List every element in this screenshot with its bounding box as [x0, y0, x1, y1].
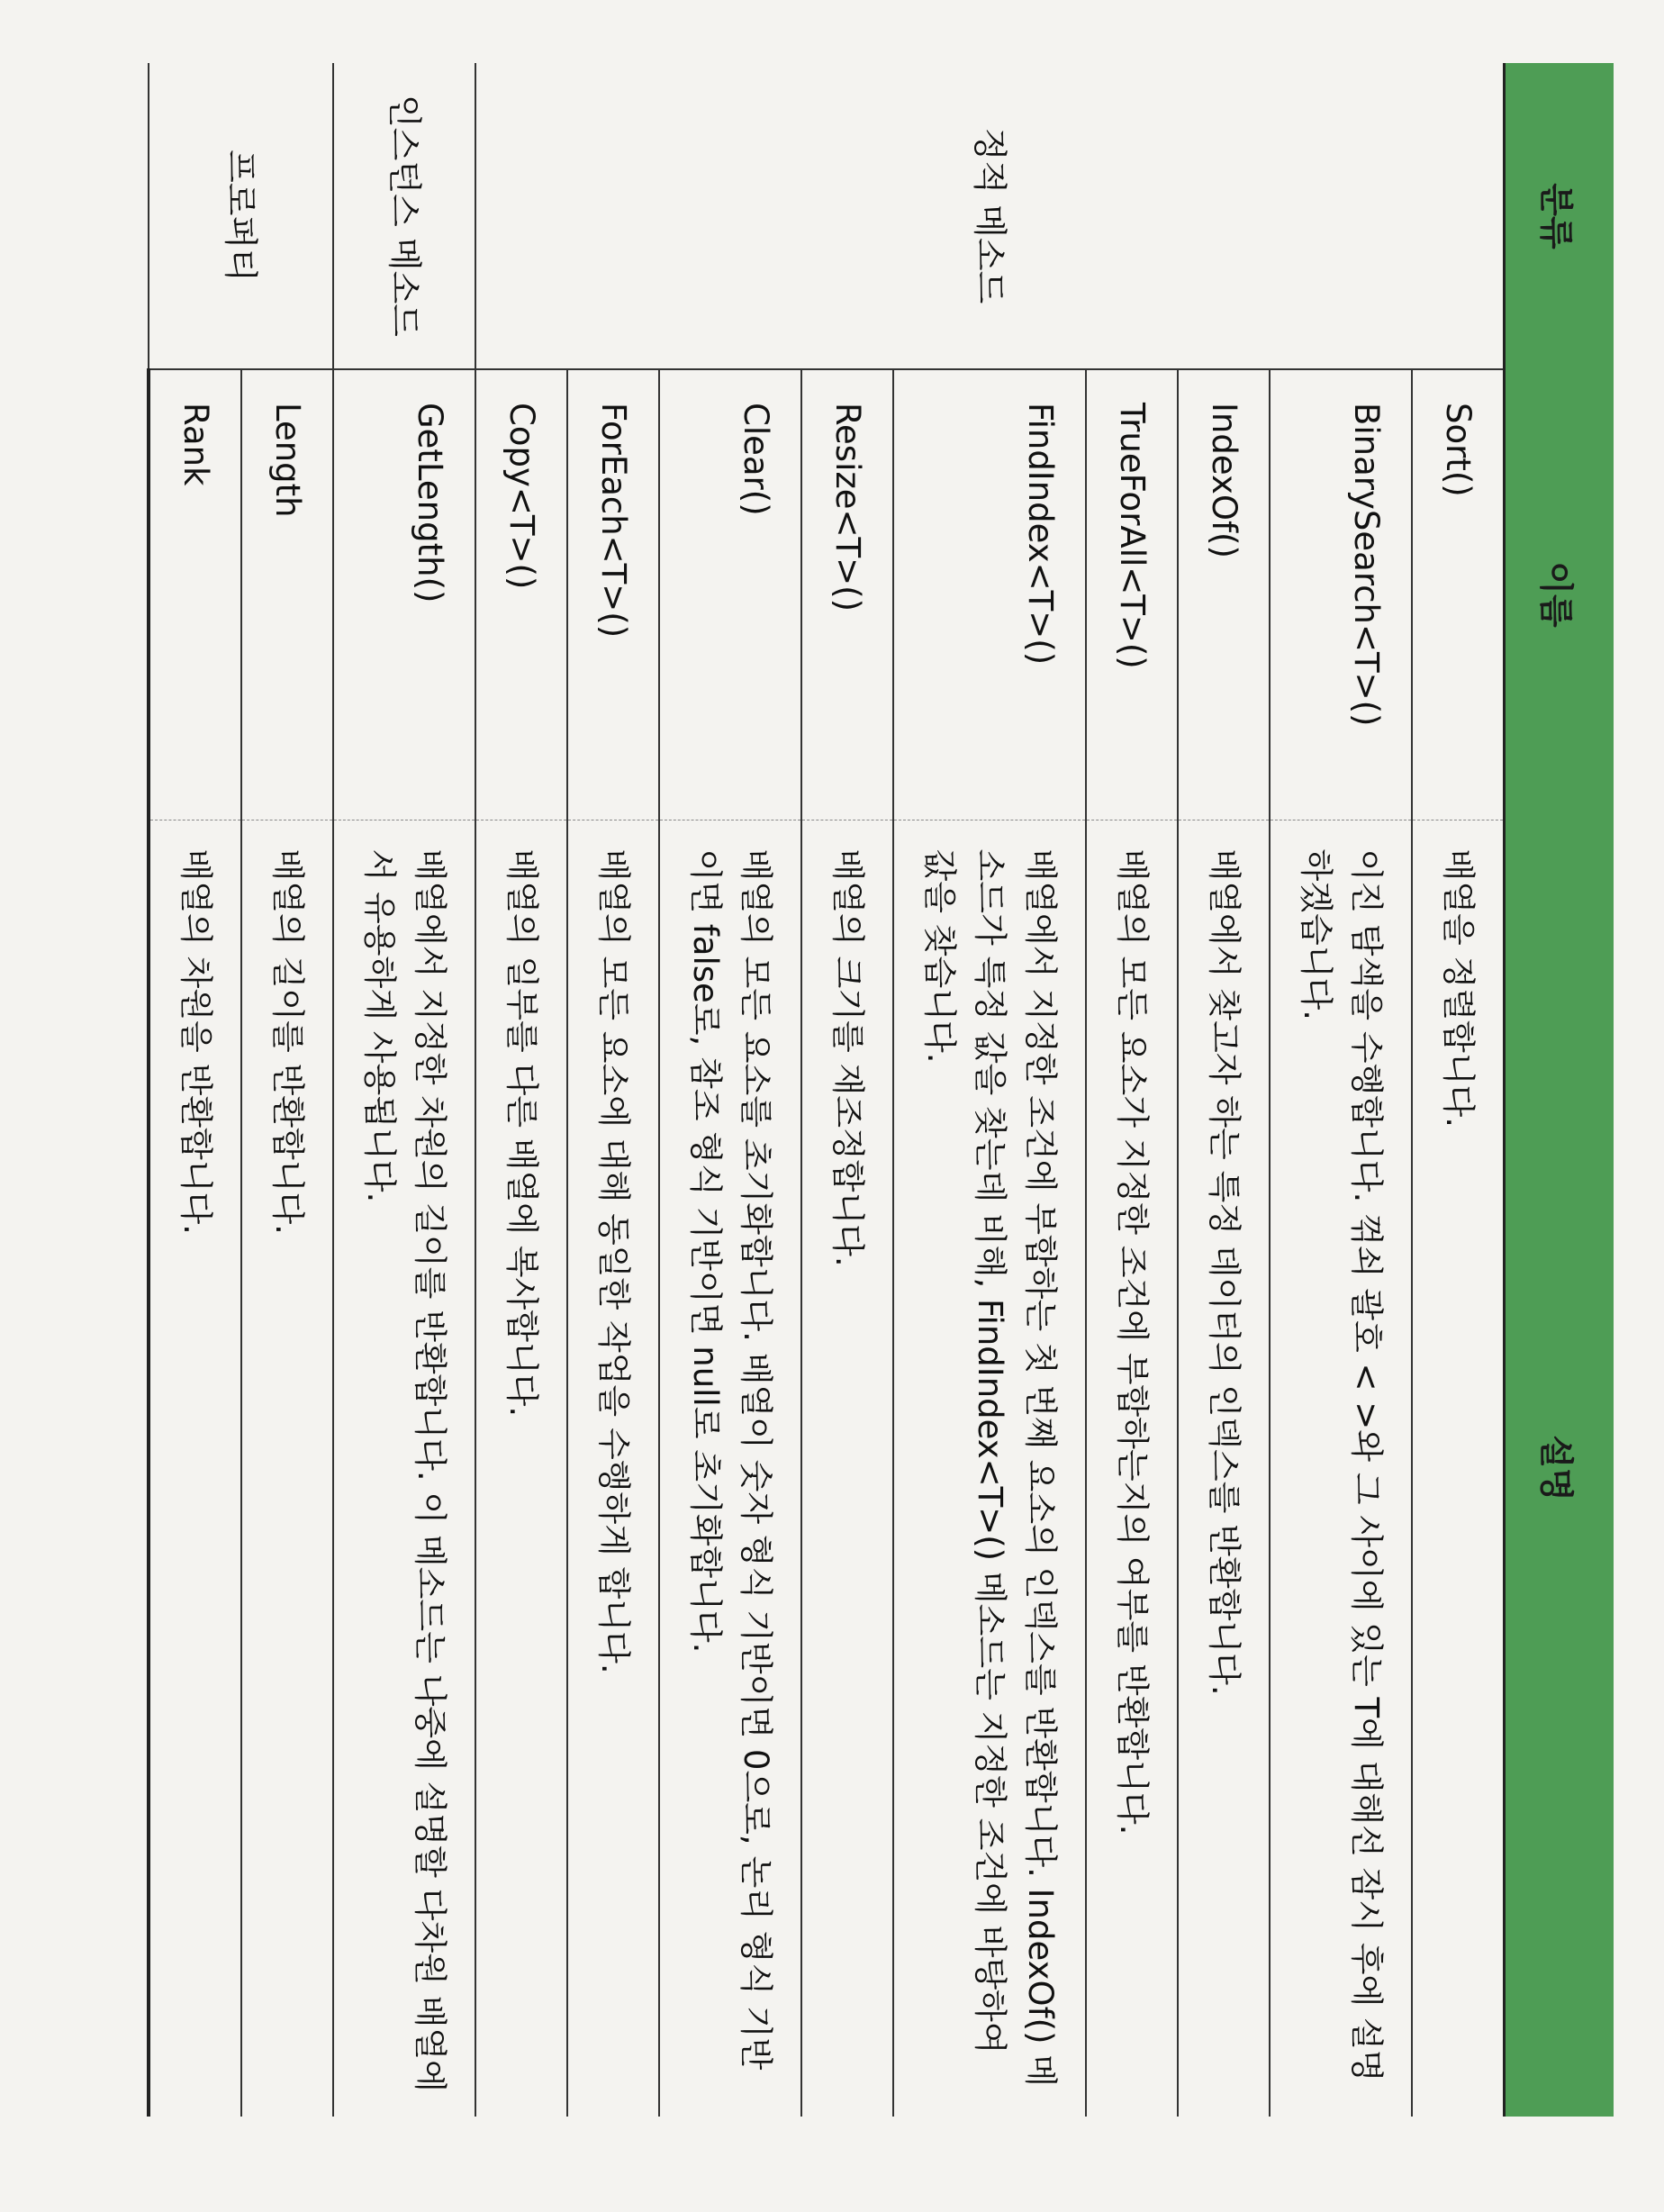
category-properties: 프로퍼티	[149, 63, 333, 369]
method-name: FindIndex<T>()	[893, 369, 1086, 820]
method-name: GetLength()	[333, 369, 475, 820]
table-row	[567, 63, 659, 2117]
array-methods-table	[147, 63, 1614, 2117]
property-name: Rank	[149, 369, 241, 820]
category-instance-methods: 인스턴스 메소드	[333, 63, 475, 369]
method-description: 배열의 일부를 다른 배열에 복사합니다.	[475, 820, 567, 2117]
method-name: Copy<T>()	[475, 369, 567, 820]
category-static-methods: 정적 메소드	[475, 63, 1505, 369]
method-description: 배열에서 찾고자 하는 특정 데이터의 인덱스를 반환합니다.	[1178, 820, 1270, 2117]
method-description: 배열에서 지정한 조건에 부합하는 첫 번째 요소의 인덱스를 반환합니다. IndexOf() 메소드가 특정 값을 찾는데 비해, FindIndex<T>() 메소드는 지정한 조건에 바탕하여 값을 찾습니다.	[893, 820, 1086, 2117]
property-name: Length	[241, 369, 333, 820]
method-name: Resize<T>()	[801, 369, 893, 820]
method-name: IndexOf()	[1178, 369, 1270, 820]
method-name: Sort()	[1412, 369, 1505, 820]
method-name: Clear()	[659, 369, 801, 820]
method-description: 배열에서 지정한 차원의 길이를 반환합니다. 이 메소드는 나중에 설명할 다차원 배열에서 유용하게 사용됩니다.	[333, 820, 475, 2117]
method-description: 배열의 크기를 재조정합니다.	[801, 820, 893, 2117]
property-description: 배열의 차원을 반환합니다.	[149, 820, 241, 2117]
table-row	[149, 63, 241, 2117]
method-description: 배열의 모든 요소에 대해 동일한 작업을 수행하게 합니다.	[567, 820, 659, 2117]
table-header-row	[1505, 63, 1614, 2117]
method-description: 배열을 정렬합니다.	[1412, 820, 1505, 2117]
header-name: 이름	[1505, 369, 1614, 820]
table-row	[1270, 63, 1412, 2117]
method-description: 배열의 모든 요소가 지정한 조건에 부합하는지의 여부를 반환합니다.	[1086, 820, 1178, 2117]
table-row	[241, 63, 333, 2117]
table-row	[333, 63, 475, 2117]
table-row	[893, 63, 1086, 2117]
header-category: 분류	[1505, 63, 1614, 369]
method-name: TrueForAll<T>()	[1086, 369, 1178, 820]
table-row	[1178, 63, 1270, 2117]
method-name: ForEach<T>()	[567, 369, 659, 820]
table-row	[659, 63, 801, 2117]
property-description: 배열의 길이를 반환합니다.	[241, 820, 333, 2117]
table-row	[1412, 63, 1505, 2117]
method-description: 배열의 모든 요소를 초기화합니다. 배열이 숫자 형식 기반이면 0으로, 논리 형식 기반이면 false로, 참조 형식 기반이면 null로 초기화합니다.	[659, 820, 801, 2117]
method-description: 이진 탐색을 수행합니다. 꺾쇠 괄호 < >와 그 사이에 있는 T에 대해선 잠시 후에 설명하겠습니다.	[1270, 820, 1412, 2117]
header-description: 설명	[1505, 820, 1614, 2117]
table-row	[1086, 63, 1178, 2117]
table-row	[801, 63, 893, 2117]
table-row	[475, 63, 567, 2117]
method-name: BinarySearch<T>()	[1270, 369, 1412, 820]
